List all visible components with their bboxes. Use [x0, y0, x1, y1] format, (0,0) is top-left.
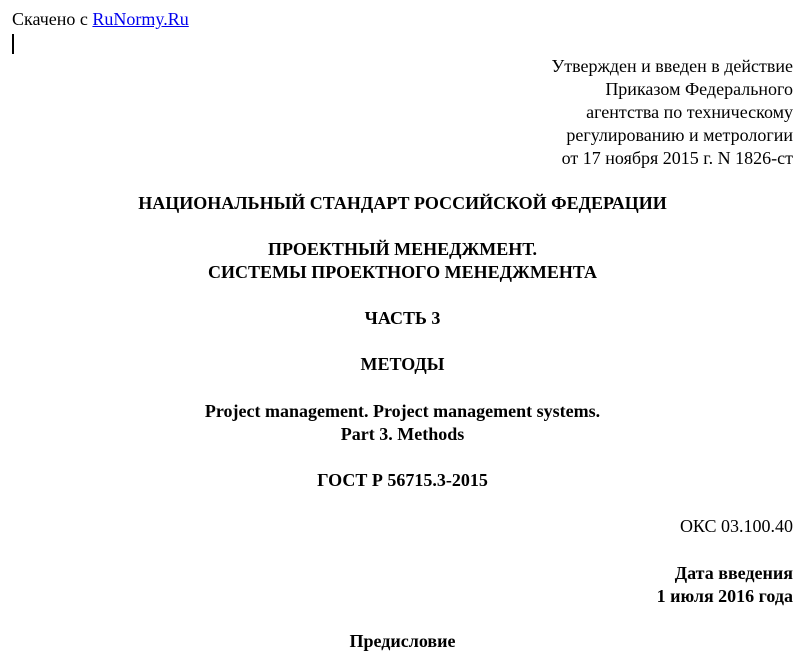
foreword-heading: Предисловие [349, 631, 456, 651]
title-line-1: ПРОЕКТНЫЙ МЕНЕДЖМЕНТ. [267, 239, 537, 259]
standard-type-heading: НАЦИОНАЛЬНЫЙ СТАНДАРТ РОССИЙСКОЙ ФЕДЕРАЦИИ [138, 193, 667, 213]
title-line-2: СИСТЕМЫ ПРОЕКТНОГО МЕНЕДЖМЕНТА [208, 262, 597, 282]
english-title-line-1: Project management. Project management systems. [204, 401, 601, 421]
download-source-prefix: Скачено с [12, 9, 88, 29]
approval-line: Утвержден и введен в действие [551, 56, 793, 76]
part-heading: ЧАСТЬ 3 [364, 308, 441, 328]
english-title-line-2: Part 3. Methods [340, 424, 465, 444]
gost-code: ГОСТ Р 56715.3-2015 [317, 470, 488, 490]
approval-line: агентства по техническому [586, 102, 793, 122]
intro-date: 1 июля 2016 года [656, 586, 793, 606]
approval-line: Приказом Федерального [605, 79, 793, 99]
approval-line: от 17 ноября 2015 г. N 1826-ст [561, 148, 793, 168]
download-source-line [12, 8, 189, 31]
oks-code: ОКС 03.100.40 [679, 516, 793, 536]
approval-block [463, 55, 793, 170]
approval-line: регулированию и метрологии [566, 125, 793, 145]
text-cursor [12, 34, 14, 54]
runormy-link[interactable]: RuNormy.Ru [92, 9, 189, 29]
intro-date-label: Дата введения [674, 563, 793, 583]
methods-heading: МЕТОДЫ [360, 354, 445, 374]
